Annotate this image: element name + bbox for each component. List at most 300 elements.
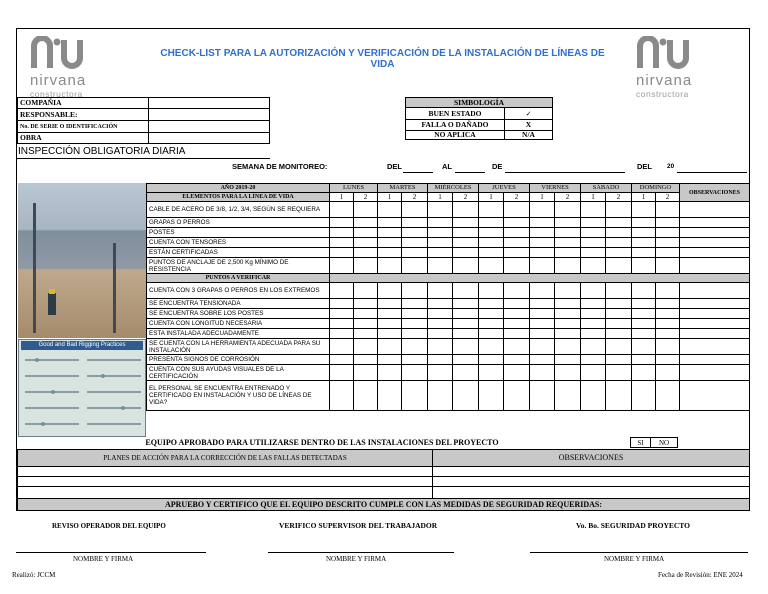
check-cell[interactable]: [428, 299, 453, 309]
check-cell[interactable]: [530, 365, 555, 381]
check-cell[interactable]: [530, 218, 555, 228]
check-cell[interactable]: [504, 355, 530, 365]
check-cell[interactable]: [330, 355, 354, 365]
check-cell[interactable]: [504, 238, 530, 248]
row-label: SE CUENTA CON LA HERRAMIENTA ADECUADA PARA SU INSTALACIÓN: [147, 339, 330, 355]
sig-line: [530, 552, 748, 553]
observation-cell[interactable]: [680, 202, 750, 218]
check-cell[interactable]: [354, 319, 378, 329]
check-cell[interactable]: [504, 319, 530, 329]
sig-supervisor-label: VERIFICO SUPERVISOR DEL TRABAJADOR: [279, 521, 438, 530]
nirvana-mark-icon: [636, 36, 700, 70]
row-label: CUENTA CON LONGITUD NECESARIA: [147, 319, 330, 329]
table-row: [147, 228, 750, 238]
check-cell[interactable]: [530, 319, 555, 329]
check-cell[interactable]: [354, 365, 378, 381]
action-plan-line[interactable]: [18, 467, 433, 477]
check-cell[interactable]: [453, 283, 479, 299]
check-cell[interactable]: [330, 218, 354, 228]
check-cell[interactable]: [330, 238, 354, 248]
check-cell[interactable]: [530, 339, 555, 355]
check-cell[interactable]: [330, 381, 354, 411]
check-cell[interactable]: [530, 283, 555, 299]
observation-cell[interactable]: [680, 248, 750, 258]
sub-1: 1: [632, 193, 656, 202]
check-cell[interactable]: [453, 238, 479, 248]
check-cell[interactable]: [656, 309, 680, 319]
sub-1: 1: [530, 193, 555, 202]
observation-cell[interactable]: [680, 258, 750, 274]
brand-name: nirvana: [636, 72, 693, 89]
check-cell[interactable]: [504, 381, 530, 411]
serial-field[interactable]: [149, 121, 270, 133]
brand-sub: constructora: [636, 89, 689, 99]
page-title: CHECK-LIST PARA LA AUTORIZACIÓN Y VERIFICACIÓN DE LA INSTALACIÓN DE LÍNEAS DE VIDA: [160, 48, 605, 70]
check-cell[interactable]: [581, 202, 606, 218]
check-cell[interactable]: [378, 319, 402, 329]
check-cell[interactable]: [632, 258, 656, 274]
check-cell[interactable]: [354, 283, 378, 299]
check-cell[interactable]: [354, 228, 378, 238]
check-cell[interactable]: [402, 381, 428, 411]
check-cell[interactable]: [555, 202, 581, 218]
check-cell[interactable]: [479, 329, 504, 339]
check-cell[interactable]: [656, 283, 680, 299]
check-cell[interactable]: [428, 309, 453, 319]
check-cell[interactable]: [354, 339, 378, 355]
check-cell[interactable]: [656, 238, 680, 248]
table-row: [147, 339, 750, 355]
check-cell[interactable]: [606, 365, 632, 381]
check-cell[interactable]: [530, 258, 555, 274]
table-row: [147, 202, 750, 218]
check-cell[interactable]: [453, 365, 479, 381]
check-cell[interactable]: [606, 228, 632, 238]
check-cell[interactable]: [428, 339, 453, 355]
check-cell[interactable]: [402, 309, 428, 319]
check-cell[interactable]: [453, 258, 479, 274]
nirvana-logo-left: [30, 36, 98, 98]
check-cell[interactable]: [632, 299, 656, 309]
check-cell[interactable]: [378, 258, 402, 274]
check-cell[interactable]: [402, 238, 428, 248]
obra-field[interactable]: [149, 133, 270, 144]
check-cell[interactable]: [354, 309, 378, 319]
check-cell[interactable]: [581, 258, 606, 274]
check-cell[interactable]: [378, 365, 402, 381]
check-cell[interactable]: [354, 381, 378, 411]
observation-cell[interactable]: [680, 228, 750, 238]
check-cell[interactable]: [378, 381, 402, 411]
check-cell[interactable]: [504, 258, 530, 274]
al-label: AL: [442, 162, 452, 171]
row-label: ESTA INSTALADA ADECUADAMENTE: [147, 329, 330, 339]
check-cell[interactable]: [530, 248, 555, 258]
symbol-label-na: NO APLICA: [406, 131, 505, 140]
sub-1: 1: [428, 193, 453, 202]
check-cell[interactable]: [530, 355, 555, 365]
check-cell[interactable]: [479, 339, 504, 355]
check-cell[interactable]: [504, 365, 530, 381]
check-cell[interactable]: [402, 355, 428, 365]
check-cell[interactable]: [632, 309, 656, 319]
check-cell[interactable]: [428, 218, 453, 228]
check-cell[interactable]: [330, 329, 354, 339]
check-cell[interactable]: [606, 202, 632, 218]
check-cell[interactable]: [656, 202, 680, 218]
check-cell[interactable]: [632, 238, 656, 248]
check-cell[interactable]: [555, 258, 581, 274]
check-cell[interactable]: [354, 355, 378, 365]
check-cell[interactable]: [402, 339, 428, 355]
check-cell[interactable]: [378, 218, 402, 228]
table-row: [147, 218, 750, 228]
check-cell[interactable]: [453, 329, 479, 339]
check-cell[interactable]: [656, 319, 680, 329]
action-plan-line[interactable]: [18, 477, 433, 487]
check-cell[interactable]: [354, 299, 378, 309]
company-label: COMPAÑIA: [18, 98, 149, 109]
action-obs-line[interactable]: [433, 487, 750, 499]
week-label: SEMANA DE MONITOREO:: [232, 162, 328, 171]
check-cell[interactable]: [428, 238, 453, 248]
table-row: [147, 381, 750, 411]
responsible-label: RESPONSABLE:: [18, 109, 149, 121]
check-cell[interactable]: [479, 218, 504, 228]
day-header-domingo: DOMINGO: [632, 184, 680, 193]
check-cell[interactable]: [378, 202, 402, 218]
check-cell[interactable]: [606, 248, 632, 258]
check-cell[interactable]: [330, 248, 354, 258]
check-cell[interactable]: [632, 228, 656, 238]
check-cell[interactable]: [581, 228, 606, 238]
action-plan-line[interactable]: [18, 487, 433, 499]
sig-name-3: NOMBRE Y FIRMA: [604, 555, 665, 563]
check-cell[interactable]: [555, 319, 581, 329]
check-cell[interactable]: [632, 381, 656, 411]
check-cell[interactable]: [606, 283, 632, 299]
observation-cell[interactable]: [680, 218, 750, 228]
check-cell[interactable]: [504, 218, 530, 228]
del-label: DEL: [387, 162, 402, 171]
check-cell[interactable]: [555, 329, 581, 339]
points-header: PUNTOS A VERIFICAR: [147, 274, 330, 283]
check-cell[interactable]: [656, 381, 680, 411]
check-cell[interactable]: [581, 283, 606, 299]
row-label: POSTES: [147, 228, 330, 238]
check-icon: ✓: [505, 108, 553, 120]
check-cell[interactable]: [555, 218, 581, 228]
check-cell[interactable]: [428, 365, 453, 381]
day-header-jueves: JUEVES: [479, 184, 530, 193]
check-cell[interactable]: [606, 381, 632, 411]
check-cell[interactable]: [402, 258, 428, 274]
check-cell[interactable]: [453, 248, 479, 258]
check-cell[interactable]: [402, 299, 428, 309]
check-cell[interactable]: [428, 283, 453, 299]
check-cell[interactable]: [453, 355, 479, 365]
check-cell[interactable]: [330, 299, 354, 309]
check-cell[interactable]: [378, 339, 402, 355]
check-cell[interactable]: [632, 202, 656, 218]
check-cell[interactable]: [555, 339, 581, 355]
check-cell[interactable]: [479, 238, 504, 248]
check-cell[interactable]: [428, 381, 453, 411]
observation-cell[interactable]: [680, 319, 750, 329]
check-cell[interactable]: [378, 299, 402, 309]
inspection-title: INSPECCIÓN OBLIGATORIA DIARIA: [18, 146, 186, 157]
check-cell[interactable]: [330, 258, 354, 274]
check-cell[interactable]: [402, 329, 428, 339]
serial-label: No. DE SERIE O IDENTIFICACIÓN: [18, 121, 149, 133]
check-cell[interactable]: [555, 309, 581, 319]
check-cell[interactable]: [428, 248, 453, 258]
observation-cell[interactable]: [680, 339, 750, 355]
symbol-label-fail: FALLA O DAÑADO: [406, 120, 505, 131]
row-label: EL PERSONAL SE ENCUENTRA ENTRENADO Y CERTIFICADO EN INSTALACIÓN Y USO DE LÍNEAS DE VIDA?: [147, 381, 330, 411]
check-cell[interactable]: [453, 381, 479, 411]
check-cell[interactable]: [555, 238, 581, 248]
check-cell[interactable]: [479, 299, 504, 309]
observation-cell[interactable]: [680, 329, 750, 339]
check-cell[interactable]: [581, 319, 606, 329]
check-cell[interactable]: [479, 365, 504, 381]
check-cell[interactable]: [606, 309, 632, 319]
certify-text: APRUEBO Y CERTIFICO QUE EL EQUIPO DESCRITO CUMPLE CON LAS MEDIDAS DE SEGURIDAD REQUERIDAS:: [18, 499, 750, 511]
check-cell[interactable]: [453, 202, 479, 218]
check-cell[interactable]: [504, 299, 530, 309]
check-cell[interactable]: [453, 309, 479, 319]
check-cell[interactable]: [402, 218, 428, 228]
check-cell[interactable]: [530, 238, 555, 248]
check-cell[interactable]: [656, 248, 680, 258]
check-cell[interactable]: [330, 339, 354, 355]
check-cell[interactable]: [656, 355, 680, 365]
check-cell[interactable]: [504, 202, 530, 218]
check-cell[interactable]: [530, 228, 555, 238]
check-cell[interactable]: [354, 238, 378, 248]
check-cell[interactable]: [530, 202, 555, 218]
check-cell[interactable]: [632, 283, 656, 299]
check-cell[interactable]: [330, 283, 354, 299]
check-cell[interactable]: [606, 319, 632, 329]
check-cell[interactable]: [632, 248, 656, 258]
check-cell[interactable]: [581, 299, 606, 309]
check-cell[interactable]: [555, 299, 581, 309]
checklist-table: [146, 183, 750, 411]
year-header: AÑO 2019-20: [147, 184, 330, 193]
approved-options: [630, 437, 678, 448]
brand-name: nirvana: [30, 72, 87, 89]
check-cell[interactable]: [428, 228, 453, 238]
symbol-na: N/A: [505, 131, 553, 140]
check-cell[interactable]: [581, 218, 606, 228]
check-cell[interactable]: [354, 218, 378, 228]
check-cell[interactable]: [402, 283, 428, 299]
check-cell[interactable]: [453, 228, 479, 238]
check-cell[interactable]: [632, 218, 656, 228]
check-cell[interactable]: [656, 228, 680, 238]
sig-line: [268, 552, 454, 553]
action-obs-line[interactable]: [433, 467, 750, 477]
symbol-fail: X: [505, 120, 553, 131]
check-cell[interactable]: [479, 228, 504, 238]
check-cell[interactable]: [479, 319, 504, 329]
check-cell[interactable]: [428, 319, 453, 329]
table-row: [147, 309, 750, 319]
check-cell[interactable]: [428, 329, 453, 339]
check-cell[interactable]: [606, 258, 632, 274]
check-cell[interactable]: [453, 218, 479, 228]
rigging-illustration-icon: [23, 354, 143, 434]
check-cell[interactable]: [581, 248, 606, 258]
check-cell[interactable]: [378, 228, 402, 238]
observation-cell[interactable]: [680, 299, 750, 309]
check-cell[interactable]: [354, 202, 378, 218]
observation-cell[interactable]: [680, 309, 750, 319]
sub-2: 2: [555, 193, 581, 202]
check-cell[interactable]: [581, 329, 606, 339]
check-cell[interactable]: [378, 283, 402, 299]
check-cell[interactable]: [555, 283, 581, 299]
check-cell[interactable]: [606, 355, 632, 365]
check-cell[interactable]: [530, 299, 555, 309]
check-cell[interactable]: [330, 319, 354, 329]
check-cell[interactable]: [606, 238, 632, 248]
action-plans-header: PLANES DE ACCIÓN PARA LA CORRECCIÓN DE LAS FALLAS DETECTADAS: [18, 450, 433, 467]
check-cell[interactable]: [606, 299, 632, 309]
approved-no[interactable]: NO: [651, 438, 678, 448]
check-cell[interactable]: [632, 329, 656, 339]
approved-si[interactable]: SI: [631, 438, 651, 448]
approved-label: EQUIPO APROBADO PARA UTILIZARSE DENTRO DE LAS INSTALACIONES DEL PROYECTO: [145, 438, 499, 447]
check-cell[interactable]: [606, 329, 632, 339]
observation-cell[interactable]: [680, 355, 750, 365]
check-cell[interactable]: [402, 202, 428, 218]
check-cell[interactable]: [555, 355, 581, 365]
check-cell[interactable]: [656, 365, 680, 381]
check-cell[interactable]: [606, 218, 632, 228]
table-row: [147, 355, 750, 365]
check-cell[interactable]: [555, 248, 581, 258]
check-cell[interactable]: [428, 355, 453, 365]
check-cell[interactable]: [378, 309, 402, 319]
check-cell[interactable]: [581, 309, 606, 319]
check-cell[interactable]: [656, 299, 680, 309]
check-cell[interactable]: [504, 228, 530, 238]
check-cell[interactable]: [330, 309, 354, 319]
responsible-field[interactable]: [149, 109, 270, 121]
check-cell[interactable]: [581, 355, 606, 365]
check-cell[interactable]: [378, 248, 402, 258]
check-cell[interactable]: [402, 319, 428, 329]
action-obs-line[interactable]: [433, 477, 750, 487]
check-cell[interactable]: [581, 339, 606, 355]
check-cell[interactable]: [656, 329, 680, 339]
day-header-martes: MARTES: [378, 184, 428, 193]
check-cell[interactable]: [354, 248, 378, 258]
check-cell[interactable]: [530, 309, 555, 319]
row-label: SE ENCUENTRA SOBRE LOS POSTES: [147, 309, 330, 319]
check-cell[interactable]: [402, 365, 428, 381]
check-cell[interactable]: [504, 283, 530, 299]
check-cell[interactable]: [656, 339, 680, 355]
observation-cell[interactable]: [680, 365, 750, 381]
sub-2: 2: [656, 193, 680, 202]
day-header-sabado: SÁBADO: [581, 184, 632, 193]
observations-header: OBSERVACIONES: [680, 184, 750, 202]
check-cell[interactable]: [479, 309, 504, 319]
check-cell[interactable]: [428, 202, 453, 218]
check-cell[interactable]: [530, 329, 555, 339]
check-cell[interactable]: [330, 228, 354, 238]
check-cell[interactable]: [581, 365, 606, 381]
check-cell[interactable]: [504, 309, 530, 319]
row-label: CUENTA CON 3 GRAPAS O PERROS EN LOS EXTREMOS: [147, 283, 330, 299]
check-cell[interactable]: [378, 238, 402, 248]
check-cell[interactable]: [555, 365, 581, 381]
check-cell[interactable]: [479, 381, 504, 411]
check-cell[interactable]: [378, 329, 402, 339]
check-cell[interactable]: [453, 319, 479, 329]
check-cell[interactable]: [330, 202, 354, 218]
nirvana-logo-right: [636, 36, 704, 98]
check-cell[interactable]: [479, 355, 504, 365]
check-cell[interactable]: [656, 218, 680, 228]
check-cell[interactable]: [330, 365, 354, 381]
check-cell[interactable]: [632, 339, 656, 355]
sub-1: 1: [378, 193, 402, 202]
check-cell[interactable]: [632, 365, 656, 381]
observation-cell[interactable]: [680, 238, 750, 248]
row-label: ESTÁN CERTIFICADAS: [147, 248, 330, 258]
company-field[interactable]: [149, 98, 270, 109]
check-cell[interactable]: [555, 228, 581, 238]
check-cell[interactable]: [453, 339, 479, 355]
check-cell[interactable]: [479, 283, 504, 299]
check-cell[interactable]: [479, 258, 504, 274]
check-cell[interactable]: [479, 202, 504, 218]
sub-1: 1: [479, 193, 504, 202]
check-cell[interactable]: [656, 258, 680, 274]
check-cell[interactable]: [354, 258, 378, 274]
sig-line: [16, 552, 206, 553]
table-row: [147, 365, 750, 381]
check-cell[interactable]: [479, 248, 504, 258]
check-cell[interactable]: [453, 299, 479, 309]
check-cell[interactable]: [378, 355, 402, 365]
check-cell[interactable]: [555, 381, 581, 411]
check-cell[interactable]: [402, 228, 428, 238]
symbol-label-good: BUEN ESTADO: [406, 108, 505, 120]
check-cell[interactable]: [530, 381, 555, 411]
check-cell[interactable]: [504, 248, 530, 258]
check-cell[interactable]: [632, 319, 656, 329]
observation-cell[interactable]: [680, 381, 750, 411]
row-label: GRAPAS O PERROS: [147, 218, 330, 228]
check-cell[interactable]: [402, 248, 428, 258]
check-cell[interactable]: [504, 329, 530, 339]
check-cell[interactable]: [632, 355, 656, 365]
sub-2: 2: [453, 193, 479, 202]
check-cell[interactable]: [581, 238, 606, 248]
check-cell[interactable]: [581, 381, 606, 411]
check-cell[interactable]: [606, 339, 632, 355]
check-cell[interactable]: [428, 258, 453, 274]
check-cell[interactable]: [354, 329, 378, 339]
check-cell[interactable]: [504, 339, 530, 355]
observation-cell[interactable]: [680, 283, 750, 299]
